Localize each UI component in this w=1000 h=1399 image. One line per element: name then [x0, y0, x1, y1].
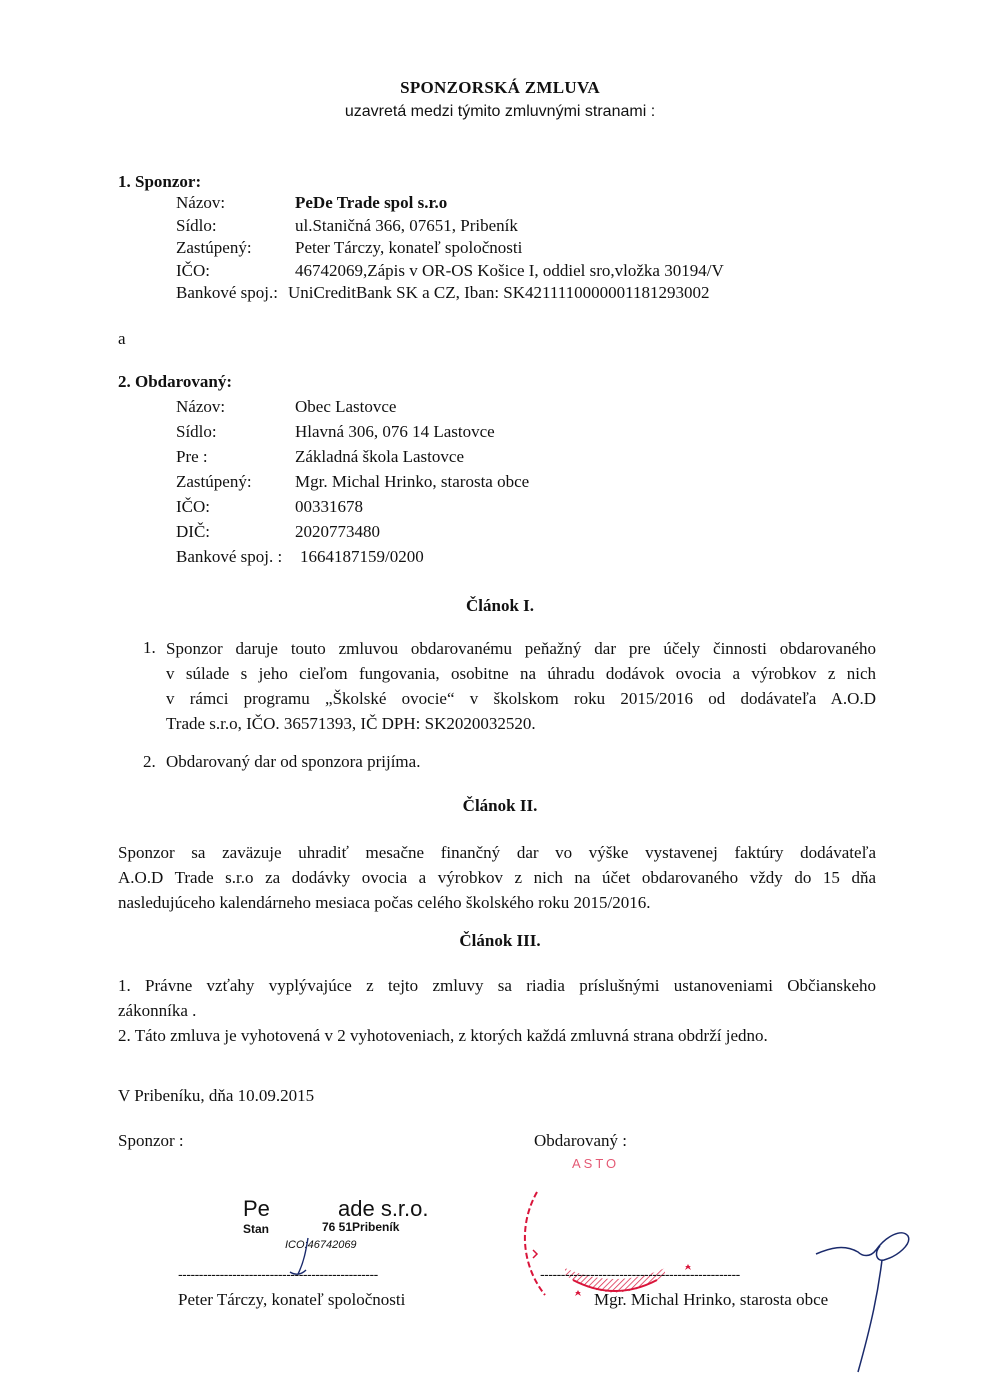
sponsor-seat-value: ul.Staničná 366, 07651, Pribeník	[295, 216, 518, 235]
sponsor-seat-label: Sídlo:	[176, 216, 217, 235]
article1-item1-line: v súlade s jeho cieľom fungovania, osobitne na úhradu dodávok ovocia a výrobkov z nich	[166, 664, 876, 683]
recipient-for-value: Základná škola Lastovce	[295, 447, 464, 466]
sponsor-rep-label: Zastúpený:	[176, 238, 252, 257]
recipient-signature-line: ------------------------------------------------	[540, 1266, 740, 1282]
recipient-ico-label: IČO:	[176, 497, 210, 516]
recipient-bank-value: 1664187159/0200	[300, 547, 424, 566]
sponsor-stamp-line1a: Pe	[243, 1196, 270, 1221]
sponsor-stamp-line2a: Stan	[243, 1222, 270, 1236]
recipient-name-label: Názov:	[176, 397, 226, 416]
article3-line: zákonníka .	[118, 1001, 197, 1020]
recipient-name-value: Obec Lastovce	[295, 397, 397, 416]
sponsor-name-value: PeDe Trade spol s.r.o	[295, 193, 448, 212]
article1-item1	[166, 636, 876, 736]
recipient-heading: 2. Obdarovaný:	[118, 372, 232, 391]
sponsor-ico-label: IČO:	[176, 261, 210, 280]
recipient-signature-label: Obdarovaný :	[534, 1131, 628, 1150]
article2-line: nasledujúceho kalendárneho mesiaca počas celého školského roku 2015/2016.	[118, 893, 651, 912]
sponsor-name-label: Názov:	[176, 193, 226, 212]
recipient-round-stamp	[515, 1150, 705, 1310]
sponsor-signature-label: Sponzor :	[118, 1131, 184, 1150]
connector-text: a	[118, 329, 126, 348]
article1-item2-number: 2.	[143, 752, 156, 771]
document-subtitle: uzavretá medzi týmito zmluvnými stranami :	[344, 103, 656, 120]
article3-body	[118, 973, 876, 1048]
recipient-bank-label: Bankové spoj. :	[176, 547, 283, 566]
article2-line: Sponzor sa zaväzuje uhradiť mesačne finančný dar vo výške vystavenej faktúry dodávateľa	[118, 843, 876, 862]
sponsor-ico-value: 46742069,Zápis v OR-OS Košice I, oddiel sro,vložka 30194/V	[295, 261, 724, 280]
recipient-ico-value: 00331678	[295, 497, 363, 516]
document-title: SPONZORSKÁ ZMLUVA	[400, 78, 600, 97]
article2-heading: Článok II.	[462, 796, 538, 815]
sponsor-signatory-name: Peter Tárczy, konateľ spoločnosti	[178, 1290, 406, 1309]
article3-line: 2. Táto zmluva je vyhotovená v 2 vyhotoveniach, z ktorých každá zmluvná strana obdrží jedno.	[118, 1026, 768, 1045]
article1-heading: Článok I.	[465, 596, 535, 615]
recipient-stamp-text: ASTO	[572, 1156, 620, 1171]
recipient-dic-value: 2020773480	[295, 522, 380, 541]
sponsor-bank-label: Bankové spoj.:	[176, 283, 278, 302]
article1-item1-number: 1.	[143, 638, 156, 657]
article1-item2: Obdarovaný dar od sponzora prijíma.	[166, 752, 421, 771]
article1-item1-line: Sponzor daruje touto zmluvou obdarovanému peňažný dar pre účely činnosti obdarovaného	[166, 639, 876, 658]
article2-line: A.O.D Trade s.r.o za dodávky ovocia a výrobkov z nich na účet obdarovaného vždy do 15 dňa	[118, 868, 876, 887]
sponsor-bank-value: UniCreditBank SK a CZ, Iban: SK4211110000001181293002	[288, 283, 710, 302]
article2-body	[118, 840, 876, 915]
sponsor-signature-line: ------------------------------------------------	[178, 1266, 378, 1282]
recipient-for-label: Pre :	[176, 447, 208, 466]
recipient-rep-value: Mgr. Michal Hrinko, starosta obce	[295, 472, 530, 491]
recipient-rep-label: Zastúpený:	[176, 472, 252, 491]
article3-heading: Článok III.	[459, 931, 541, 950]
sponsor-rep-value: Peter Tárczy, konateľ spoločnosti	[295, 238, 523, 257]
recipient-seat-value: Hlavná 306, 076 14 Lastovce	[295, 422, 495, 441]
recipient-signatory-name: Mgr. Michal Hrinko, starosta obce	[594, 1290, 829, 1309]
article1-item1-line: v rámci programu „Školské ovocie“ v školskom roku 2015/2016 od dodávateľa A.O.D	[166, 689, 876, 708]
sponsor-stamp-line2b: 76 51Pribeník	[322, 1220, 400, 1234]
article1-item1-line: Trade s.r.o, IČO. 36571393, IČ DPH: SK2020032520.	[166, 714, 536, 733]
recipient-seat-label: Sídlo:	[176, 422, 217, 441]
place-date: V Pribeníku, dňa 10.09.2015	[118, 1086, 315, 1105]
sponsor-stamp-line1b: ade s.r.o.	[338, 1196, 429, 1221]
sponsor-heading: 1. Sponzor:	[118, 172, 202, 191]
article3-line: 1. Právne vzťahy vyplývajúce z tejto zmluvy sa riadia príslušnými ustanoveniami Občianskeho	[118, 976, 876, 995]
recipient-dic-label: DIČ:	[176, 522, 210, 541]
sponsor-stamp-line3: ICO:46742069	[285, 1239, 357, 1251]
